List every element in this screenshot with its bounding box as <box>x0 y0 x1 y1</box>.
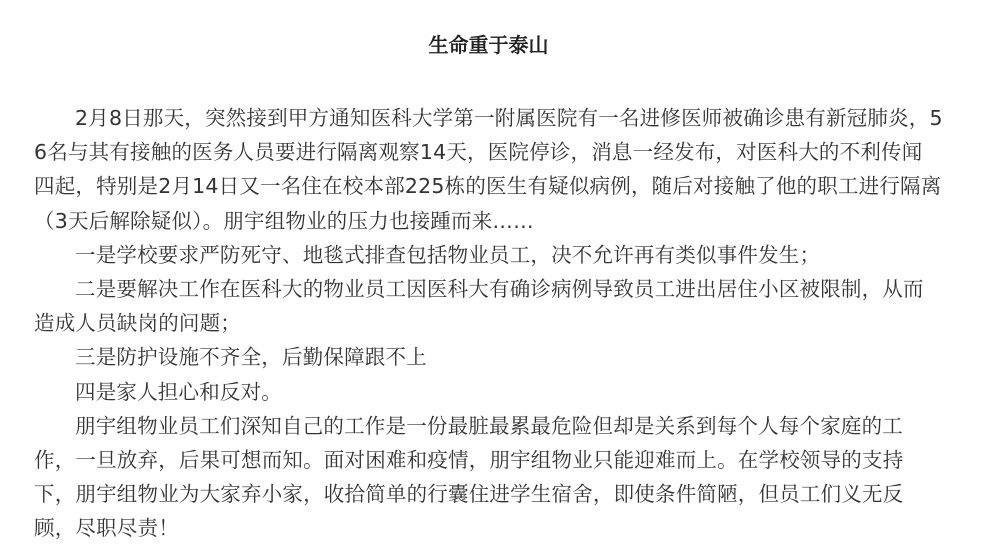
article-paragraph-1: 2月8日那天，突然接到甲方通知医科大学第一附属医院有一名进修医师被确诊患有新冠肺炎，56名与其有接触的医务人员要进行隔离观察14天，医院停诊，消息一经发布，对医科大的不利传闻四起，特别是2月14日又一名住在校本部225栋的医生有疑似病例，随后对接触了他的职工进行隔离（3天后解除疑似）。朋宇组物业的压力也接踵而来…… <box>34 106 943 233</box>
article-paragraph-3: 二是要解决工作在医科大的物业员工因医科大有确诊病例导致员工进出居住小区被限制，从而造成人员缺岗的问题； <box>34 277 924 336</box>
article-paragraph-2: 一是学校要求严防死守、地毯式排查包括物业员工，决不允许再有类似事件发生； <box>75 242 821 267</box>
article-title: 生命重于泰山 <box>428 33 549 57</box>
article-paragraph-4: 三是防护设施不齐全，后勤保障跟不上 <box>75 345 427 370</box>
article-paragraph-5: 四是家人担心和反对。 <box>75 379 282 404</box>
article-paragraph-6: 朋宇组物业员工们深知自己的工作是一份最脏最累最危险但却是关系到每个人每个家庭的工作，一旦放弃，后果可想而知。面对困难和疫情，朋宇组物业只能迎难而上。在学校领导的支持下，朋宇组物业为大家弃小家，收拾简单的行囊住进学生宿舍，即使条件简陋，但员工们义无反顾，尽职尽责！ <box>34 413 904 541</box>
